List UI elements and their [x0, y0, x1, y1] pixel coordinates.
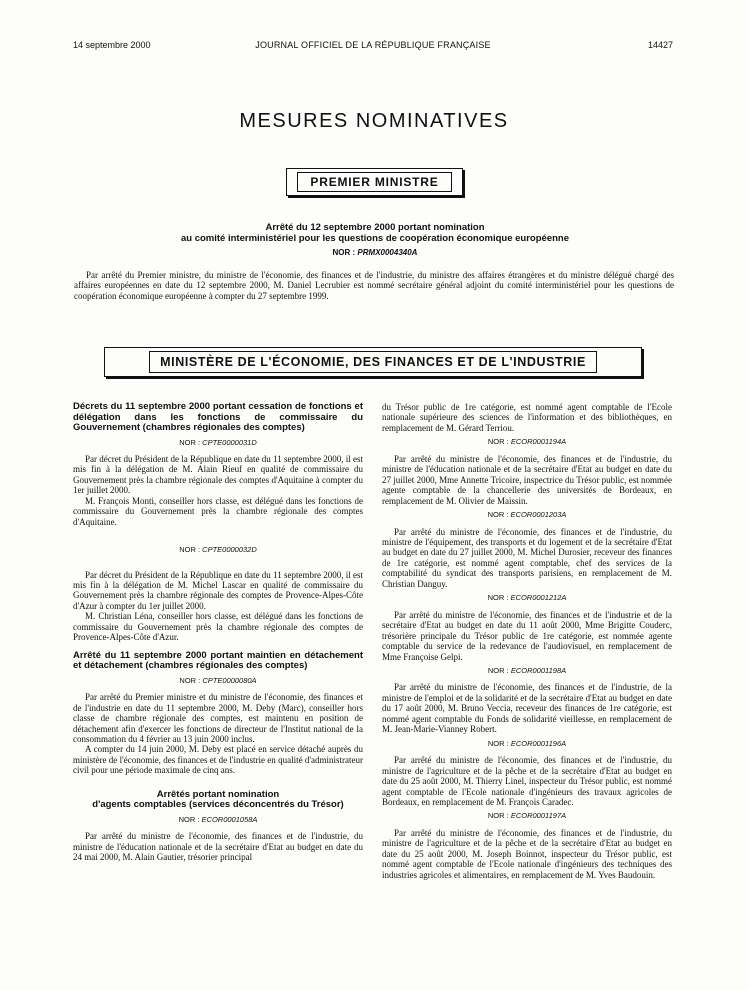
nor-code: ECOR0001212A — [510, 593, 567, 603]
section-box-ministere — [104, 347, 642, 377]
nor-reference — [73, 676, 363, 686]
decree-heading: Décrets du 11 septembre 2000 portant cessation de fonctions et délégation dans les fonctions de commissaire du Gouvernement (chambres régionales des comptes) — [73, 401, 363, 433]
nor-label: NOR : — [487, 593, 509, 603]
nor-code: CPTE0000031D — [202, 437, 257, 447]
nor-code: ECOR0001196A — [510, 738, 567, 748]
nor-reference — [382, 510, 672, 520]
nor-reference — [382, 666, 672, 676]
paragraph: Par arrêté du ministre de l'économie, des finances et de l'industrie, de la ministre de l'emploi et de la solidarité et de la secrétaire d'Etat au budget en date du 17 août 2000, M. Bruno Veccia, receveur des finances de 1re catégorie, est nommé agent comptable du Fonds de solidarité vieillesse, en remplacement de M. Jean-Marie-Vianney Robert. — [382, 682, 672, 735]
page-header — [73, 40, 673, 54]
nor-reference — [382, 811, 672, 821]
section-label: MINISTÈRE DE L'ÉCONOMIE, DES FINANCES ET DE L'INDUSTRIE — [149, 351, 597, 373]
nor-reference — [382, 739, 672, 749]
nor-code: ECOR0001198A — [510, 665, 567, 675]
nor-label: NOR : — [487, 510, 509, 520]
nor-code: ECOR0001197A — [510, 811, 567, 821]
nor-code: CPTE0000032D — [202, 545, 257, 555]
decree-title-line-1: Arrêté du 12 septembre 2000 portant nomination — [265, 222, 485, 233]
decree-heading-line-2: d'agents comptables (services déconcentrés du Trésor) — [92, 799, 344, 811]
left-column — [73, 402, 363, 863]
paragraph: Par arrêté du ministre de l'économie, des finances et de l'industrie, du ministre de l'éducation nationale et de la secrétaire d'Etat au budget en date du 24 mai 2000, M. Alain Gautier, trésorier principal — [73, 831, 363, 863]
nor-label: NOR : — [487, 811, 509, 821]
decree-title-line-2: au comité interministériel pour les questions de coopération économique européenne — [181, 233, 569, 244]
paragraph: Par arrêté du ministre de l'économie, des finances et de l'industrie, du ministre de l'équipement, des transports et du logement et de la secrétaire d'Etat au budget en date du 27 juillet 2000, M. Michel Durosier, receveur des finances de 1re catégorie, est nommé agent comptable, chef des services de la comptabilité du syndicat des transports parisiens, en remplacement de M. Christian Danguy. — [382, 526, 672, 589]
nor-label: NOR : — [332, 248, 356, 257]
nor-reference — [70, 247, 680, 258]
decree-heading: Arrêté du 11 septembre 2000 portant maintien en détachement et détachement (chambres régionales des comptes) — [73, 649, 363, 672]
paragraph: A compter du 14 juin 2000, M. Deby est placé en service détaché auprès du ministère de l'économie, des finances et de l'industrie en qualité d'administrateur civil pour une période maximale de cinq ans. — [73, 744, 363, 776]
page-title: MESURES NOMINATIVES — [239, 110, 509, 132]
nor-code: ECOR0001194A — [510, 437, 567, 447]
nor-code: ECOR0001058A — [201, 814, 258, 824]
nor-label: NOR : — [179, 545, 201, 555]
paragraph: Par arrêté du Premier ministre et du ministre de l'économie, des finances et de l'industrie en date du 11 septembre 2000, M. Deby (Marc), conseiller hors classe de chambre régionale des comptes, est maintenu en position de détachement afin d'exercer les fonctions de directeur de l'Institut national de la consommation du 4 février au 13 juin 2000 inclus. — [73, 692, 363, 745]
nor-label: NOR : — [179, 675, 201, 685]
decree-heading-line-1: Arrêtés portant nomination — [156, 788, 280, 800]
paragraph: du Trésor public de 1re catégorie, est nommé agent comptable de l'Ecole nationale supérieure des sciences de l'information et des bibliothèques, en remplacement de M. Gérard Terriou. — [382, 402, 672, 433]
section-label: PREMIER MINISTRE — [297, 172, 451, 192]
nor-reference — [73, 545, 363, 555]
nor-reference — [73, 815, 363, 825]
decree-paragraph: Par arrêté du Premier ministre, du ministre de l'économie, des finances et de l'industrie, du ministre des affaires étrangères et du ministre délégué chargé des affaires européennes en date du 12 septembre 2000, M. Daniel Lecrubier est nommé secrétaire général adjoint du comité interministériel pour les questions de coopération économique européenne à compter du 27 septembre 1999. — [74, 270, 674, 301]
nor-label: NOR : — [178, 814, 200, 824]
nor-reference — [382, 437, 672, 447]
nor-label: NOR : — [179, 437, 201, 447]
nor-reference — [73, 438, 363, 448]
nor-reference — [382, 593, 672, 603]
paragraph: M. François Monti, conseiller hors classe, est délégué dans les fonctions de commissaire du Gouvernement près la chambre régionale des comptes d'Aquitaine. — [73, 495, 363, 527]
paragraph: Par arrêté du ministre de l'économie, des finances et de l'industrie, du ministre de l'agriculture et de la pêche et de la secrétaire d'Etat au budget en date du 25 août 2000, M. Joseph Boinnot, inspecteur du Trésor public, est nommé agent comptable de l'Ecole nationale d'ingénieurs des techniques des industries agricoles et alimentaires, en remplacement de M. Yves Baudouin. — [382, 827, 672, 880]
header-date: 14 septembre 2000 — [73, 40, 151, 50]
paragraph: Par arrêté du ministre de l'économie, des finances et de l'industrie, du ministre de l'agriculture et de la pêche et de la secrétaire d'Etat au budget en date du 25 août 2000, M. Thierry Linel, inspecteur du Trésor public, est nommé agent comptable de l'Ecole nationale d'ingénieurs des travaux agricoles de Bordeaux, en remplacement de M. François Caradec. — [382, 755, 672, 807]
nor-code: PRMX0004340A — [357, 248, 418, 257]
nor-code: CPTE0000080A — [202, 675, 257, 685]
page-number: 14427 — [647, 40, 673, 50]
decree-heading — [70, 222, 680, 258]
paragraph: Par décret du Président de la République en date du 11 septembre 2000, il est mis fin à la délégation de M. Michel Lascar en qualité de commissaire du Gouvernement près la chambre régionale des comptes de Provence-Alpes-Côte d'Azur à compter du 1er juillet 2000. — [73, 569, 363, 611]
nor-label: NOR : — [487, 665, 509, 675]
nor-label: NOR : — [487, 437, 509, 447]
paragraph: Par arrêté du ministre de l'économie, des finances et de l'industrie, du ministre de l'éducation nationale et de la secrétaire d'Etat au budget en date du 27 juillet 2000, Mme Annette Tricoire, inspectrice du Trésor public, est nommée agente comptable de la chancellerie des universités de Bordeaux, en remplacement de M. Olivier de Maissin. — [382, 453, 672, 506]
paragraph: Par arrêté du ministre de l'économie, des finances et de l'industrie et de la secrétaire d'Etat au budget en date du 11 août 2000, Mme Brigitte Couderc, trésorière principale du Trésor public de 1re catégorie, est nommée agente comptable du service de la redevance de l'audiovisuel, en remplacement de Mme Françoise Gelpi. — [382, 609, 672, 662]
journal-title: JOURNAL OFFICIEL DE LA RÉPUBLIQUE FRANÇAISE — [255, 40, 491, 50]
paragraph: M. Christian Léna, conseiller hors classe, est délégué dans les fonctions de commissaire du Gouvernement près la chambre régionale des comptes de Provence-Alpes-Côte d'Azur. — [73, 611, 363, 643]
section-box-premier-ministre — [286, 168, 463, 196]
nor-label: NOR : — [487, 738, 509, 748]
right-column — [382, 402, 672, 880]
nor-code: ECOR0001203A — [510, 510, 567, 520]
paragraph: Par décret du Président de la République en date du 11 septembre 2000, il est mis fin à la délégation de M. Alain Rieuf en qualité de commissaire du Gouvernement près la chambre régionale des comptes d'Aquitaine à compter du 1er juillet 2000. — [73, 453, 363, 496]
